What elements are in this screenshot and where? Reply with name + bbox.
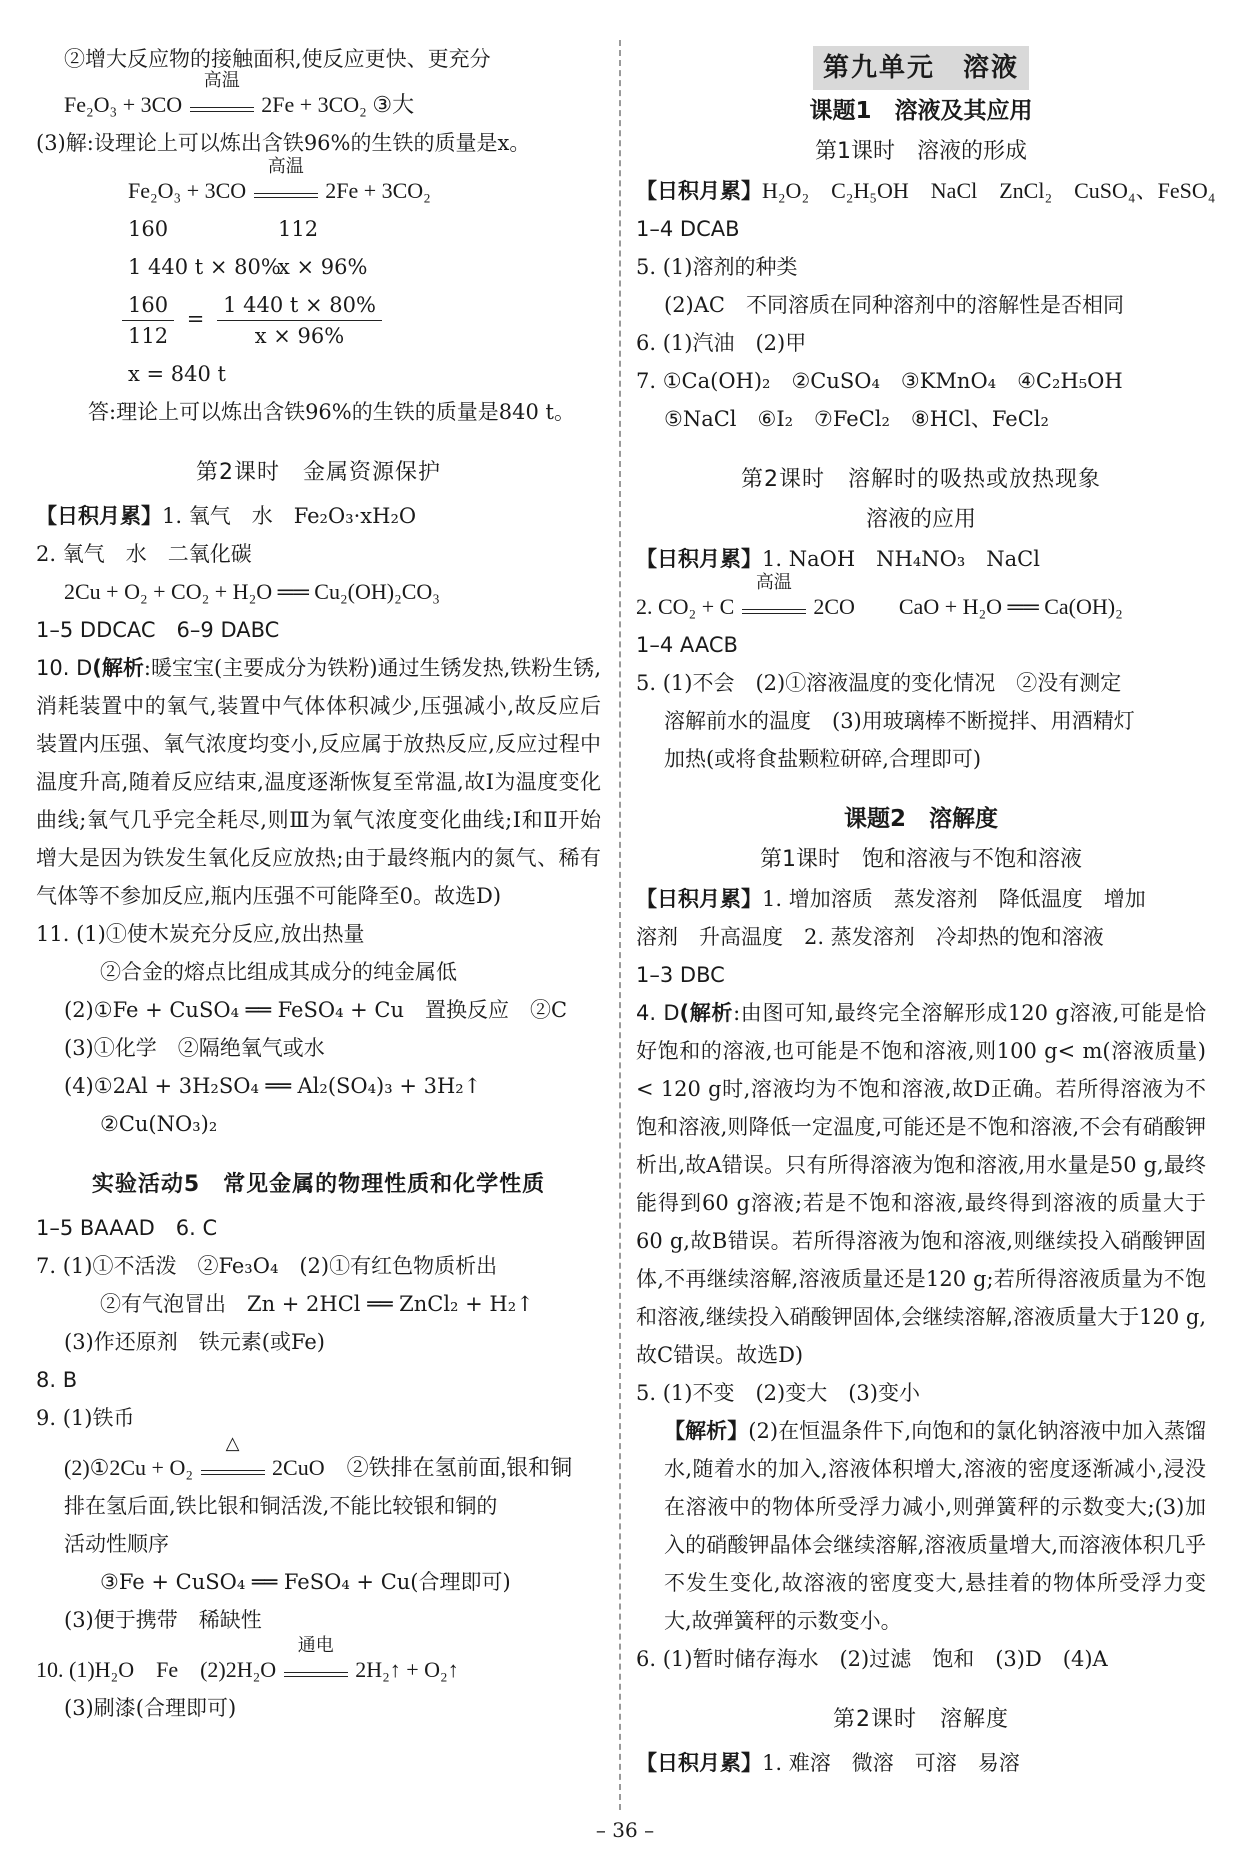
mass-value: x × 96% (278, 255, 368, 279)
section-tag: 【日积月累】 (636, 887, 762, 911)
text-line: ②增大反应物的接触面积,使反应更快、更充分 (64, 47, 491, 71)
reaction-condition (742, 572, 806, 614)
condition-label: 高温 (755, 572, 792, 593)
reaction-condition (284, 1635, 348, 1677)
mass-value: 1 440 t × 80% (128, 255, 281, 279)
question-10 (36, 649, 601, 915)
text-line: 1. NaOH NH₄NO₃ NaCl (762, 547, 1040, 571)
lesson-title: 第2课时 金属资源保护 (196, 460, 441, 485)
text-line: 1. 氧气 水 Fe₂O₃·xH₂O (162, 504, 417, 528)
analysis-text: :暖宝宝(主要成分为铁粉)通过生锈发热,铁粉生锈,消耗装置中的氧气,装置中气体体积减少,压强减小,故反应后装置内压强、氧气浓度均变小,反应属于放热反应,反应过程中温度升高,随着反应结束,温度逐渐恢复至常温,故Ⅰ为温度变化曲线;氧气几乎完全耗尽,则Ⅲ为氧气浓度变化曲线;Ⅰ和Ⅱ开始增大是因为铁发生氧化反应放热;由于最终瓶内的氮气、稀有气体等不参加反应,瓶内压强不可能降至0。故选D) (36, 656, 601, 908)
section-tag: 【日积月累】 (636, 179, 762, 203)
lesson-title: 实验活动5 常见金属的物理性质和化学性质 (91, 1172, 546, 1197)
answer-key: 1–4 DCAB (636, 217, 740, 241)
analysis-text: (2)在恒温条件下,向饱和的氯化钠溶液中加入蒸馏水,随着水的加入,溶液体积增大,溶液的密度逐渐减小,浸没在溶液中的物体所受浮力减小,则弹簧秤的示数变大;(3)加入的硝酸钾晶体会继续溶解,溶液质量增大,而溶液体积几乎不发生变化,故溶液的密度变大,悬挂着的物体所受浮力变大,故弹簧秤的示数变小。 (664, 1419, 1207, 1633)
lesson-title-2: 溶液的应用 (865, 507, 976, 532)
equation-rhs: 2CuO ②铁排在氢前面,银和铜 (272, 1455, 573, 1480)
condition-label: 高温 (267, 156, 304, 177)
page-number: – 36 – (595, 1818, 655, 1842)
fraction-right: $\frac{1 440 t \times 80\%}{x \times 96\%}$ (217, 290, 382, 351)
equation-rhs: 2Fe + 3CO₂ ③大 (261, 92, 415, 117)
text-line: ②合金的熔点比组成其成分的纯金属低 (100, 960, 457, 984)
result-line: x = 840 t (128, 362, 226, 386)
text-line: (2)①Fe + CuSO₄ ══ FeSO₄ + Cu 置换反应 ②C (64, 998, 568, 1022)
proportion-equation (36, 290, 601, 351)
text-line: 5. (1)不变 (2)变大 (3)变小 (636, 1381, 920, 1405)
mass-row (36, 210, 601, 248)
answer-key: 1–5 BAAAD 6. C (36, 1216, 218, 1240)
text-line: ②Cu(NO₃)₂ (100, 1112, 218, 1136)
equation-lhs: (2)①2Cu + O₂ (64, 1455, 194, 1480)
mass-value: 112 (278, 217, 319, 241)
text-line: 11. (1)①使木炭充分反应,放出热量 (36, 922, 365, 946)
equation-lhs: 2. CO₂ + C (636, 594, 735, 619)
text-line: ③Fe + CuSO₄ ══ FeSO₄ + Cu(合理即可) (100, 1570, 511, 1594)
text-line: 7. ①Ca(OH)₂ ②CuSO₄ ③KMnO₄ ④C₂H₅OH (636, 369, 1123, 393)
text-line: 6. (1)暂时储存海水 (2)过滤 饱和 (3)D (4)A (636, 1647, 1108, 1671)
text-line: (2)AC 不同溶质在同种溶剂中的溶解性是否相同 (664, 293, 1124, 317)
lesson-title: 第2课时 溶解度 (833, 1707, 1009, 1732)
lesson-title: 第1课时 饱和溶液与不饱和溶液 (760, 847, 1082, 872)
topic-title: 课题2 溶解度 (843, 806, 998, 832)
equation-line: 2Cu + O₂ + CO₂ + H₂O ══ Cu₂(OH)₂CO₃ (64, 579, 440, 604)
text-line: 1. 增加溶质 蒸发溶剂 降低温度 增加 (762, 887, 1146, 911)
equals-sign: = (186, 307, 205, 331)
equation-line (36, 1433, 601, 1487)
mass-value: 160 (128, 217, 169, 241)
unit-title: 第九单元 溶液 (813, 46, 1029, 90)
reaction-condition (254, 156, 318, 198)
mass-row (36, 248, 601, 286)
equation-line (36, 1635, 601, 1689)
condition-label: △ (225, 1433, 240, 1454)
condition-label: 高温 (203, 70, 240, 91)
lesson-title: 第2课时 溶解时的吸热或放热现象 (741, 467, 1101, 492)
text-line: (4)①2Al + 3H₂SO₄ ══ Al₂(SO₄)₃ + 3H₂↑ (64, 1074, 482, 1098)
question-number: 4. D (636, 1001, 680, 1025)
analysis-tag: (解析 (679, 1001, 734, 1025)
text-line: 8. B (36, 1368, 78, 1392)
section-tag: 【日积月累】 (36, 504, 162, 528)
text-line: 6. (1)汽油 (2)甲 (636, 331, 807, 355)
text-line: 5. (1)不会 (2)①溶液温度的变化情况 ②没有测定 (636, 671, 1122, 695)
fraction-left: $\frac{160}{112}$ (122, 290, 174, 351)
text-line: (3)刷漆(合理即可) (64, 1696, 237, 1720)
equation-rhs: 2Fe + 3CO₂ (325, 178, 431, 203)
text-line: 溶解前水的温度 (3)用玻璃棒不断搅拌、用酒精灯 (664, 709, 1135, 733)
solution-intro: (3)解:设理论上可以炼出含铁96%的生铁的质量是x。 (36, 131, 531, 155)
text-line: ②有气泡冒出 Zn + 2HCl ══ ZnCl₂ + H₂↑ (100, 1292, 534, 1316)
analysis-tag: 【解析】 (664, 1419, 749, 1443)
lesson-title: 第1课时 溶液的形成 (815, 139, 1027, 164)
text-line: (3)①化学 ②隔绝氧气或水 (64, 1036, 325, 1060)
answer-key: 1–4 AACB (636, 633, 738, 657)
text-line: (3)作还原剂 铁元素(或Fe) (64, 1330, 325, 1354)
text-line: 9. (1)铁币 (36, 1406, 135, 1430)
equation-line (36, 156, 601, 210)
text-line: 溶剂 升高温度 2. 蒸发溶剂 冷却热的饱和溶液 (636, 925, 1104, 949)
question-number: 10. D (36, 656, 93, 680)
answer-line: 答:理论上可以炼出含铁96%的生铁的质量是840 t。 (88, 400, 575, 424)
reaction-condition (201, 1433, 265, 1475)
text-line: 1. 难溶 微溶 可溶 易溶 (762, 1751, 1020, 1775)
equation-rhs: 2CO CaO + H₂O ══ Ca(OH)₂ (813, 594, 1123, 619)
text-line: 7. (1)①不活泼 ②Fe₃O₄ (2)①有红色物质析出 (36, 1254, 498, 1278)
analysis-tag: (解析 (92, 656, 144, 680)
right-column (636, 40, 1216, 1782)
equation-rhs: 2H₂↑ + O₂↑ (355, 1657, 459, 1682)
topic-title: 课题1 溶液及其应用 (809, 98, 1033, 124)
question-4 (636, 994, 1206, 1374)
text-line: H₂O₂ C₂H₅OH NaCl ZnCl₂ CuSO₄、FeSO₄ (762, 178, 1216, 203)
text-line: (3)便于携带 稀缺性 (64, 1608, 262, 1632)
equation-lhs: Fe₂O₃ + 3CO (64, 92, 183, 117)
column-divider (619, 40, 621, 1810)
reaction-condition (190, 70, 254, 112)
equation-line (636, 572, 1206, 626)
equation-lhs: Fe₂O₃ + 3CO (128, 178, 247, 203)
left-column (36, 40, 601, 1727)
question-5-analysis (636, 1412, 1206, 1640)
equation-lhs: 10. (1)H₂O Fe (2)2H₂O (36, 1657, 277, 1682)
section-tag: 【日积月累】 (636, 547, 762, 571)
answer-key: 1–3 DBC (636, 963, 725, 987)
analysis-text: :由图可知,最终完全溶解形成120 g溶液,可能是恰好饱和的溶液,也可能是不饱和溶液,则100 g< m(溶液质量)< 120 g时,溶液均为不饱和溶液,故D正确。若所得溶液为不饱和溶液,则降低一定温度,可能还是不饱和溶液,不会有硝酸钾析出,故A错误。只有所得溶液为饱和溶液,用水量是50 g,最终能得到60 g溶液;若是不饱和溶液,最终得到溶液的质量大于60 g,故B错误。若所得溶液为饱和溶液,则继续投入硝酸钾固体,不再继续溶解,溶液质量还是120 g;若所得溶液质量为不饱和溶液,继续投入硝酸钾固体,会继续溶解,溶液质量大于120 g,故C错误。故选D) (636, 1001, 1206, 1367)
text-line: 5. (1)溶剂的种类 (636, 255, 798, 279)
text-line: 2. 氧气 水 二氧化碳 (36, 542, 252, 566)
answer-key: 1–5 DDCAC 6–9 DABC (36, 618, 280, 642)
section-tag: 【日积月累】 (636, 1751, 762, 1775)
text-line: 排在氢后面,铁比银和铜活泼,不能比较银和铜的 (64, 1494, 498, 1518)
unit-title-wrap (636, 46, 1206, 90)
text-line: 活动性顺序 (64, 1532, 169, 1556)
text-line: 加热(或将食盐颗粒研碎,合理即可) (664, 747, 982, 771)
equation-line (36, 70, 601, 124)
text-line: ⑤NaCl ⑥I₂ ⑦FeCl₂ ⑧HCl、FeCl₂ (664, 407, 1049, 431)
condition-label: 通电 (297, 1635, 334, 1656)
